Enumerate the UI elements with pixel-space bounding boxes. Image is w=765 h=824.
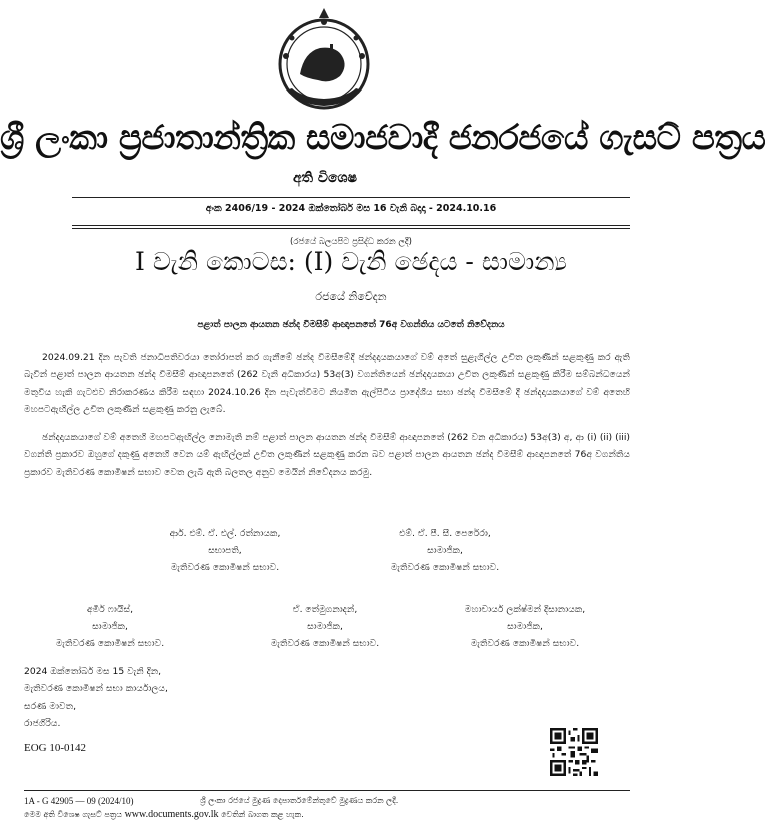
signatory-name: එම්. ඒ. පී. සී. පෙරේරා, (399, 528, 491, 539)
signatory-block (425, 601, 625, 652)
signatory-title: සභාපති, (208, 545, 242, 556)
signatory-name: මහාචාර්ය ලක්ෂ්මන් දිසානායක, (464, 604, 586, 615)
download-link[interactable]: www.documents.gov.lk (124, 809, 219, 820)
download-prefix: මෙම අති විශෙෂ ගැසට් පත්‍රය (24, 810, 123, 819)
signatory-title: සාමාජික, (427, 545, 463, 556)
signatory-org: මැතිවරණ කොමිෂන් සභාව. (55, 638, 165, 649)
signatory-title: සාමාජික, (92, 621, 128, 632)
address-line: 2024 ඔක්තෝබර් මස 15 වැනි දින, (24, 666, 162, 677)
signatory-org: මැතිවරණ කොමිෂන් සභාව. (390, 562, 500, 573)
authority-note: (රජයේ බලයපිට ප්‍රසිද්ධ කරන ලදී) (290, 237, 412, 247)
signatory-org: මැතිවරණ කොමිෂන් සභාව. (170, 562, 280, 573)
issue-line: අංක 2406/19 - 2024 ඔක්තෝබර් මස 16 වැනි බදාදා - 2024.10.16 (205, 203, 497, 214)
signatory-block (225, 601, 425, 652)
signatory-block (20, 601, 200, 652)
signatory-name: ආර්. එම්. ඒ. එල්. රත්නායක, (169, 528, 281, 539)
address-line: රාජගිරිය. (24, 717, 61, 729)
signatory-title: සාමාජික, (307, 621, 343, 632)
download-suffix: වෙතින් බාගත කළ හැක. (221, 810, 304, 819)
divider (24, 790, 630, 791)
signatory-title: සාමාජික, (507, 621, 543, 632)
issuing-address (24, 663, 168, 732)
address-line: මැතිවරණ කොමිෂන් සභා කාර්යාලය, (24, 683, 168, 695)
signatory-name: ඒ. තේමුගනාදන්, (292, 604, 358, 615)
signatory-block (125, 525, 325, 576)
paragraph: ඡන්දදායකයාගේ වම් අතෙහි මහපටඇඟිල්ල නොමැති නම් පළාත් පාලන ආයතන ඡන්ද විමසීම් ආඥාපනතේ (262 වන අධිකාරය) 53අ(3) අ, ආ (i) (ii) (iii) වගන්ති ප්‍රකාරව ඔහුගේ දකුණු අතෙහි වෙන යම් ඇඟිල්ලක් උචිත ලකුණින් සළකුණු කරන බව පළාත් පාලන ආයතන ඡන්ද විමසීම් ආඥාපනතේ 76අ වගන්තිය ප්‍රකාරව මැතිවරණ කොමිෂන් සභාව වෙත ලැබී ඇති බලතල අනුව මෙයින් නිවේදනය කරමු. (24, 432, 630, 478)
extraordinary-label: අති විශෙෂ (293, 170, 357, 186)
paragraph: 2024.09.21 දින පැවති ජනාධිපතිවරයා තෝරාපත් කර ගැනීමේ ඡන්ද විමසීමේදී ඡන්දදායකයාගේ වම් අතේ සුළැගිල්ල උචිත ලකුණින් සළකුණු කර ඇති බැවින් පළාත් පාලන ආයතන ඡන්ද විමසීම් ආඥාපනතේ (262 වැනි අධිකාරය) 53අ(3) වගන්තියෙන් ඡන්දදායකයා උචිත ලකුණින් සළකුණු කිරීම සම්බන්ධයෙන් මතුවිය හැකි ගැටළුව නිරාකරණය කිරීම සඳහා 2024.10.26 දින පැවැත්වීමට නියමිත ඇල්පිටිය ප්‍රාදේශීය සභා ඡන්ද විමසීමේ දී ඡන්දදායකයාගේ වම් අතෙහි මහපටඇඟිල්ල උචිත ලකුණින් සළකුණු කරනු ලැබේ. (24, 352, 630, 415)
qr-code-icon (550, 728, 598, 776)
signatory-block (345, 525, 545, 576)
printer-note: ශ්‍රී ලංකා රජයේ මුද්‍රණ දෙපාර්තමේන්තුවේ මුද්‍රණය කරන ලදී. (200, 796, 399, 805)
state-emblem-icon (270, 4, 378, 114)
signatory-name: අමීර් ෆායිස්, (86, 604, 134, 615)
gazette-title: ශ්‍රී ලංකා ප්‍රජාතාන්ත්‍රික සමාජවාදී ජනරජයේ ගැසට් පත්‍රය (0, 118, 765, 158)
reference-number: EOG 10-0142 (24, 742, 87, 754)
print-code: 1A - G 42905 — 09 (2024/10) (24, 796, 134, 806)
signatory-org: මැතිවරණ කොමිෂන් සභාව. (470, 638, 580, 649)
part-heading: I වැනි කොටස: (I) වැනි ඡෙදය - සාමාන්‍ය (135, 247, 567, 276)
notice-subject: පළාත් පාලන ආයතන ඡන්ද විමසීම් ආඥාපනතේ 76අ වගන්තිය යටතේ නිවේදනය (197, 320, 505, 330)
notifications-heading: රජයේ නිවේදන (315, 290, 387, 303)
address-line: සරණ මාවත, (24, 700, 77, 712)
signatory-org: මැතිවරණ කොමිෂන් සභාව. (270, 638, 380, 649)
divider (72, 225, 630, 226)
divider (72, 228, 630, 229)
download-note (24, 809, 304, 820)
divider (72, 197, 630, 198)
